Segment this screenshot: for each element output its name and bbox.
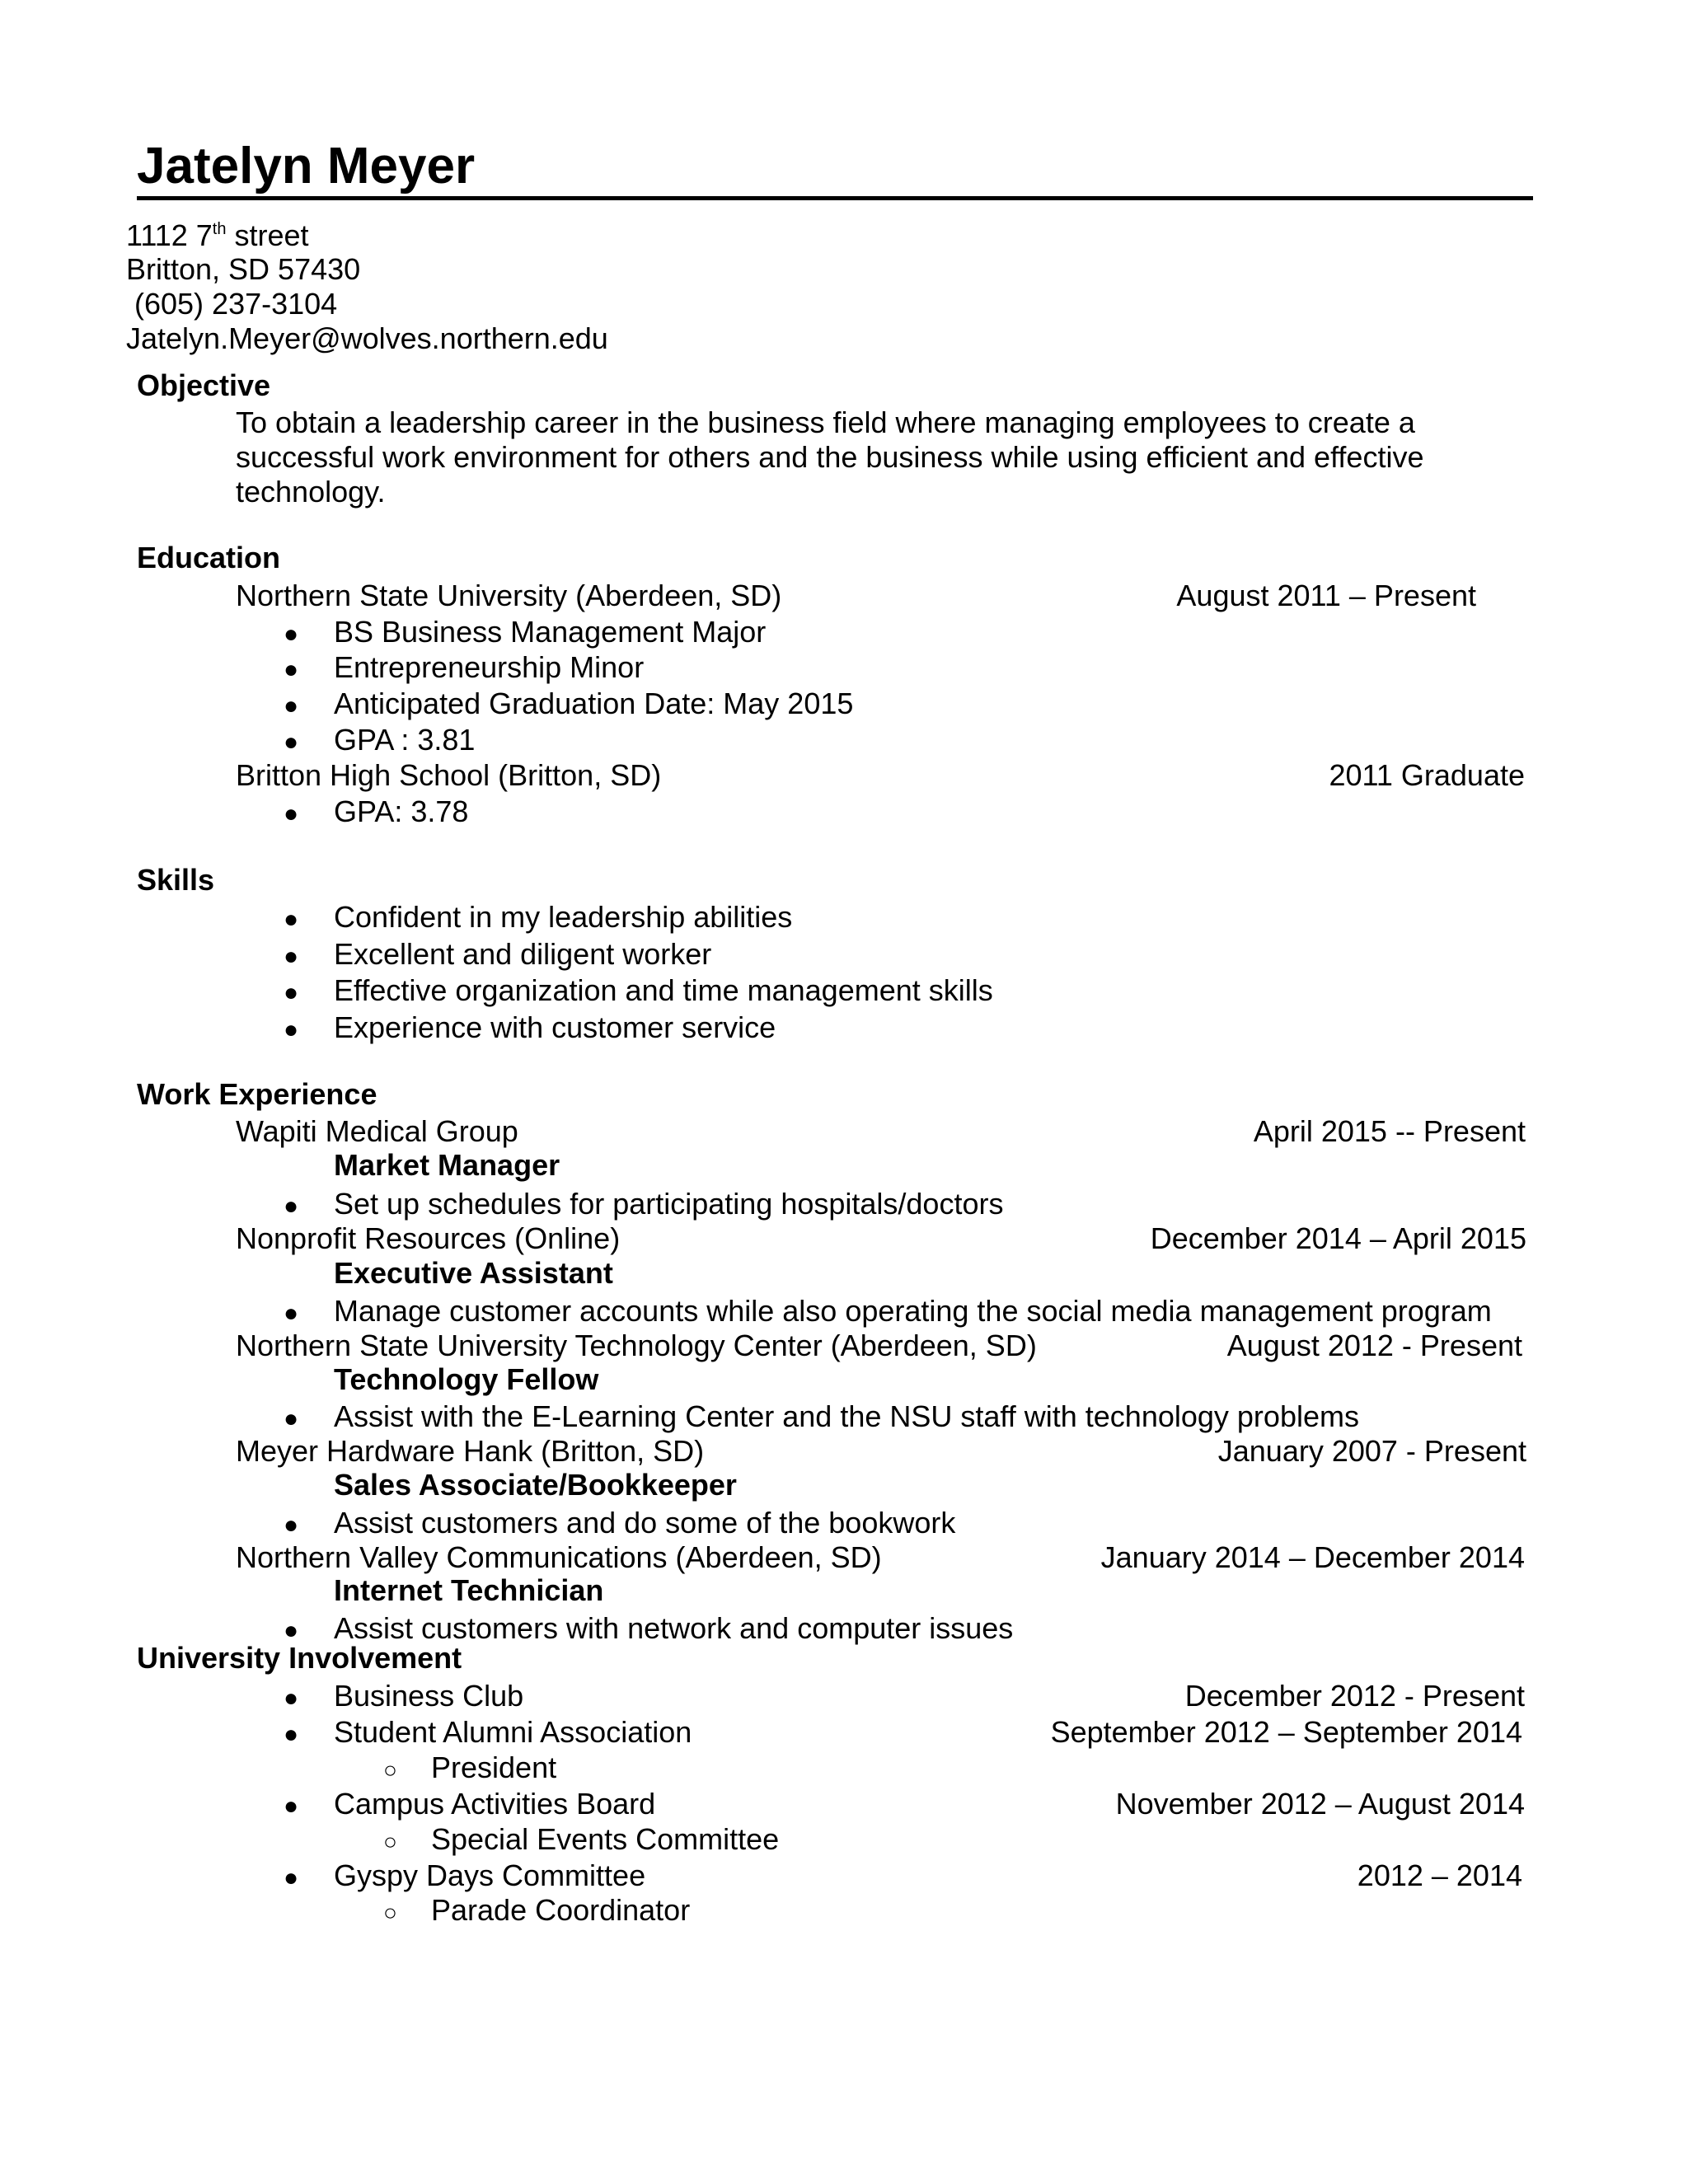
job-date: January 2014 – December 2014 <box>1100 1540 1525 1574</box>
objective-heading: Objective <box>137 368 271 402</box>
involvement-date: 2012 – 2014 <box>1357 1858 1522 1892</box>
objective-line: technology. <box>236 475 386 509</box>
job-employer: Northern State University Technology Center (Aberdeen, SD) <box>236 1329 1037 1362</box>
job-duty: ● Assist with the E-Learning Center and the NSU staff with technology problems <box>284 1399 1359 1433</box>
job-employer: Northern Valley Communications (Aberdeen, SD) <box>236 1540 882 1574</box>
involvement-role: ○ President <box>383 1750 557 1784</box>
address-city: Britton, SD 57430 <box>126 252 361 286</box>
job-date: August 2012 - Present <box>1226 1329 1522 1362</box>
job-date: April 2015 -- Present <box>1253 1114 1526 1148</box>
school-name: Northern State University (Aberdeen, SD) <box>236 579 782 612</box>
involvement-date: December 2012 - Present <box>1184 1679 1525 1713</box>
job-role: Market Manager <box>334 1148 560 1182</box>
school-date: 2011 Graduate <box>1329 758 1525 792</box>
job-role: Sales Associate/Bookkeeper <box>334 1468 737 1502</box>
header-divider <box>137 196 1533 200</box>
involvement-role: ○ Parade Coordinator <box>383 1893 691 1927</box>
involvement-role: ○ Special Events Committee <box>383 1822 780 1856</box>
address-street: 1112 7th street <box>126 218 309 252</box>
objective-line: successful work environment for others and the business while using efficient and effective <box>236 440 1424 474</box>
job-role: Technology Fellow <box>334 1362 599 1396</box>
objective-line: To obtain a leadership career in the business field where managing employees to create a <box>236 405 1415 439</box>
involvement-date: September 2012 – September 2014 <box>1050 1715 1522 1749</box>
involvement-date: November 2012 – August 2014 <box>1115 1787 1525 1821</box>
job-date: December 2014 – April 2015 <box>1150 1221 1526 1255</box>
involvement-heading: University Involvement <box>137 1641 462 1675</box>
skill-item: ● Effective organization and time management skills <box>284 973 993 1007</box>
job-duty: ● Set up schedules for participating hospitals/doctors <box>284 1187 1004 1221</box>
job-duty: ● Assist customers with network and computer issues <box>284 1611 1014 1645</box>
job-date: January 2007 - Present <box>1217 1434 1526 1468</box>
job-role: Internet Technician <box>334 1573 604 1607</box>
involvement-item: ● Gyspy Days Committee <box>284 1858 646 1892</box>
email-address: Jatelyn.Meyer@wolves.northern.edu <box>126 321 608 355</box>
applicant-name: Jatelyn Meyer <box>137 138 476 194</box>
job-role: Executive Assistant <box>334 1256 613 1290</box>
education-item: ● GPA : 3.81 <box>284 723 476 757</box>
school-date: August 2011 – Present <box>1176 579 1476 612</box>
education-item: ● BS Business Management Major <box>284 615 767 649</box>
job-duty: ● Assist customers and do some of the bookwork <box>284 1506 956 1540</box>
education-item: ● Anticipated Graduation Date: May 2015 <box>284 687 854 720</box>
skills-heading: Skills <box>137 863 215 897</box>
skill-item: ● Experience with customer service <box>284 1010 776 1044</box>
involvement-item: ● Student Alumni Association <box>284 1715 692 1749</box>
job-employer: Nonprofit Resources (Online) <box>236 1221 621 1255</box>
work-heading: Work Experience <box>137 1077 377 1111</box>
education-item: ● Entrepreneurship Minor <box>284 650 645 684</box>
involvement-item: ● Campus Activities Board <box>284 1787 656 1821</box>
skill-item: ● Confident in my leadership abilities <box>284 900 793 934</box>
phone-number: (605) 237-3104 <box>134 287 338 321</box>
job-employer: Wapiti Medical Group <box>236 1114 518 1148</box>
school-name: Britton High School (Britton, SD) <box>236 758 662 792</box>
job-duty: ● Manage customer accounts while also operating the social media management program <box>284 1294 1492 1328</box>
skill-item: ● Excellent and diligent worker <box>284 937 712 971</box>
education-heading: Education <box>137 541 281 574</box>
involvement-item: ● Business Club <box>284 1679 524 1713</box>
job-employer: Meyer Hardware Hank (Britton, SD) <box>236 1434 705 1468</box>
education-item: ● GPA: 3.78 <box>284 794 469 828</box>
